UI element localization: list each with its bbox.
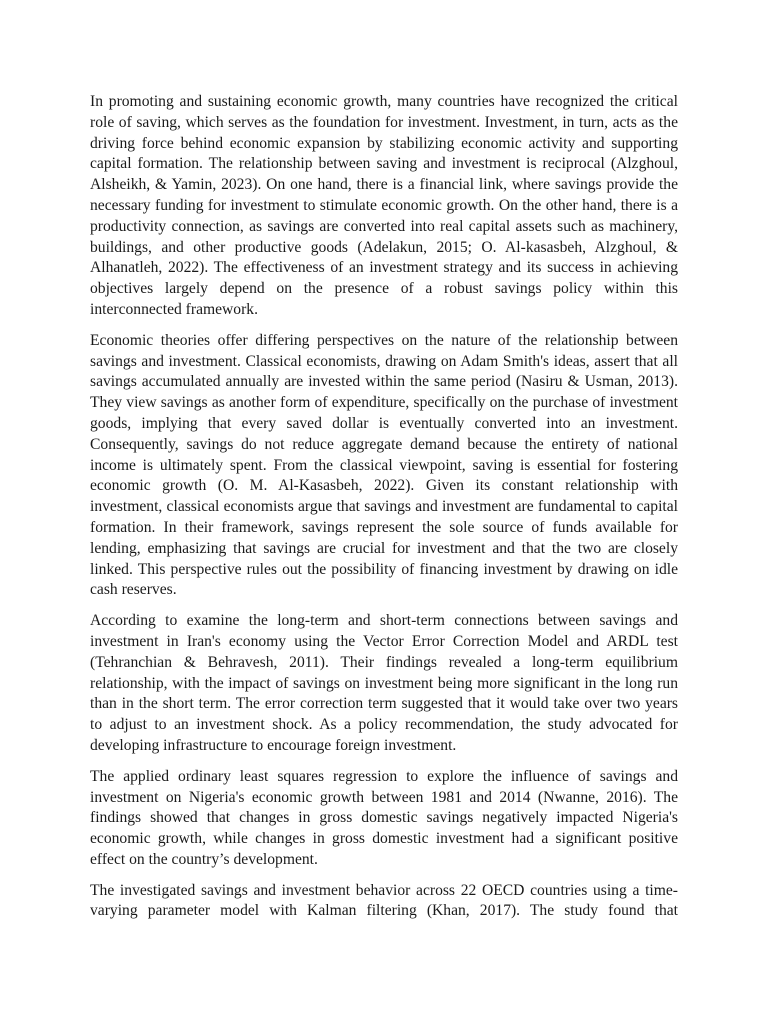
paragraph-nigeria-study: The applied ordinary least squares regression to explore the influence of savings and investment on Nigeria's economic growth between 1981 and 2014 (Nwanne, 2016). The findings showed that changes in gross domestic savings negatively impacted Nigeria's economic growth, while changes in gross domestic investment had a significant positive effect on the country’s development. bbox=[90, 767, 678, 868]
paragraph-oecd-study: The investigated savings and investment behavior across 22 OECD countries using a time-varying parameter model with Kalman filtering (Khan, 2017). The study found that bbox=[90, 881, 678, 920]
paragraph-iran-study: According to examine the long-term and short-term connections between savings and investment in Iran's economy using the Vector Error Correction Model and ARDL test (Tehranchian & Behravesh, 2011). Their findings revealed a long-term equilibrium relationship, with the impact of savings on investment being more significant in the long run than in the short term. The error correction term suggested that it would take over two years to adjust to an investment shock. As a policy recommendation, the study advocated for developing infrastructure to encourage foreign investment. bbox=[90, 612, 678, 754]
document-page bbox=[90, 92, 678, 932]
paragraph-economic-theories: Economic theories offer differing perspectives on the nature of the relationship between savings and investment. Classical economists, drawing on Adam Smith's ideas, assert that all savings accumulated annually are invested within the same period (Nasiru & Usman, 2013). They view savings as another form of expenditure, specifically on the purchase of investment goods, implying that every saved dollar is eventually converted into an investment. Consequently, savings do not reduce aggregate demand because the entirety of national income is ultimately spent. From the classical viewpoint, saving is essential for fostering economic growth (O. M. Al-Kasasbeh, 2022). Given its constant relationship with investment, classical economists argue that savings and investment are fundamental to capital formation. In their framework, savings represent the sole source of funds available for lending, emphasizing that savings are crucial for investment and that the two are closely linked. This perspective rules out the possibility of financing investment by drawing on idle cash reserves. bbox=[90, 331, 678, 599]
paragraph-intro: In promoting and sustaining economic growth, many countries have recognized the critical role of saving, which serves as the foundation for investment. Investment, in turn, acts as the driving force behind economic expansion by stabilizing economic activity and supporting capital formation. The relationship between saving and investment is reciprocal (Alzghoul, Alsheikh, & Yamin, 2023). On one hand, there is a financial link, where savings provide the necessary funding for investment to stimulate economic growth. On the other hand, there is a productivity connection, as savings are converted into real capital assets such as machinery, buildings, and other productive goods (Adelakun, 2015; O. Al-kasasbeh, Alzghoul, & Alhanatleh, 2022). The effectiveness of an investment strategy and its success in achieving objectives largely depend on the presence of a robust savings policy within this interconnected framework. bbox=[90, 93, 678, 318]
